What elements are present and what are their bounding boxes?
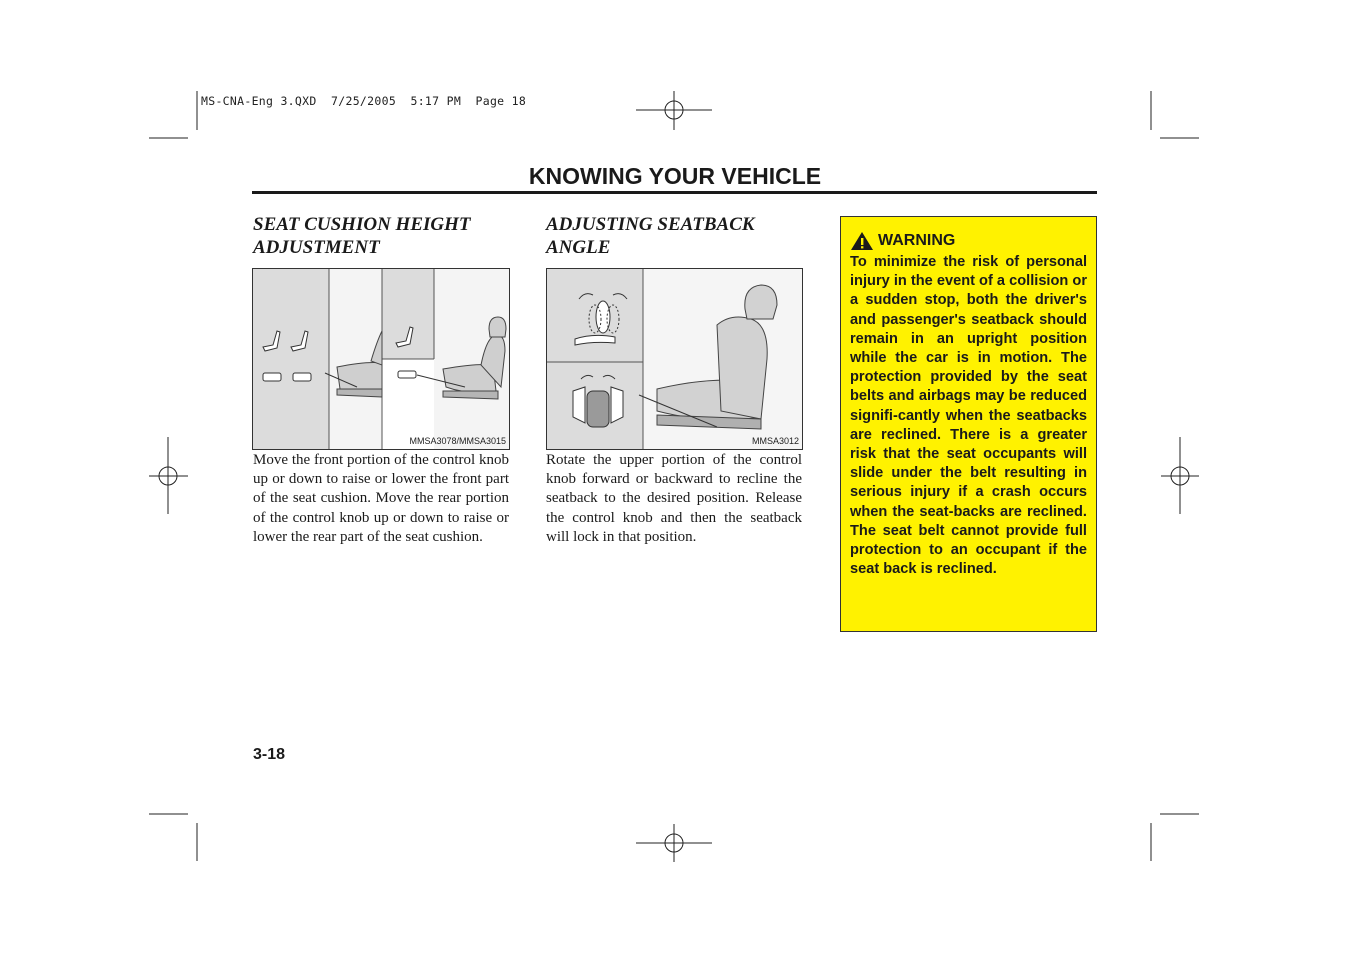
warning-heading: WARNING (850, 231, 955, 251)
page-title: KNOWING YOUR VEHICLE (528, 163, 822, 189)
figure-code: MMSA3012 (751, 436, 799, 446)
figure-code: MMSA3078/MMSA3015 (409, 436, 506, 446)
seat-cushion-figure (252, 268, 510, 450)
warning-text: To minimize the risk of personal injury in the event of a collision or a sudden stop, both the driver's and passenger's seatback should remain in an upright position while the car is in motion. The protection provided by the seat belts and airbags may be reduced signifi-cantly when the seatbacks are reclined. There is a greater risk that the seat occupants will slide under the belt resulting in serious injury if a crash occurs when the seat-backs are reclined. The seat belt cannot provide full protection to an occupant if the seat back is reclined. (850, 254, 1087, 578)
section-title-seat-cushion: SEAT CUSHION HEIGHT ADJUSTMENT (253, 214, 471, 258)
seat-cushion-body: Move the front portion of the control knob up or down to raise or lower the front part of the seat cushion. Move the rear portion of the control knob up or down to raise or lower the rear part of the seat cushion. (253, 452, 509, 545)
warning-box (840, 216, 1097, 632)
warning-triangle-icon (850, 231, 874, 251)
page-number: 3-18 (253, 746, 286, 763)
seat-cushion-illustration (253, 269, 509, 449)
header-rule (252, 191, 1097, 194)
seatback-body: Rotate the upper portion of the control knob forward or backward to recline the seatback to the desired position. Release the control knob and then the seatback will lock in that position. (546, 452, 802, 545)
section-title-seatback: ADJUSTING SEATBACK ANGLE (546, 214, 755, 258)
seatback-illustration (547, 269, 802, 449)
print-slug: MS-CNA-Eng 3.QXD 7/25/2005 5:17 PM Page 18 (201, 94, 527, 108)
seatback-figure (546, 268, 803, 450)
